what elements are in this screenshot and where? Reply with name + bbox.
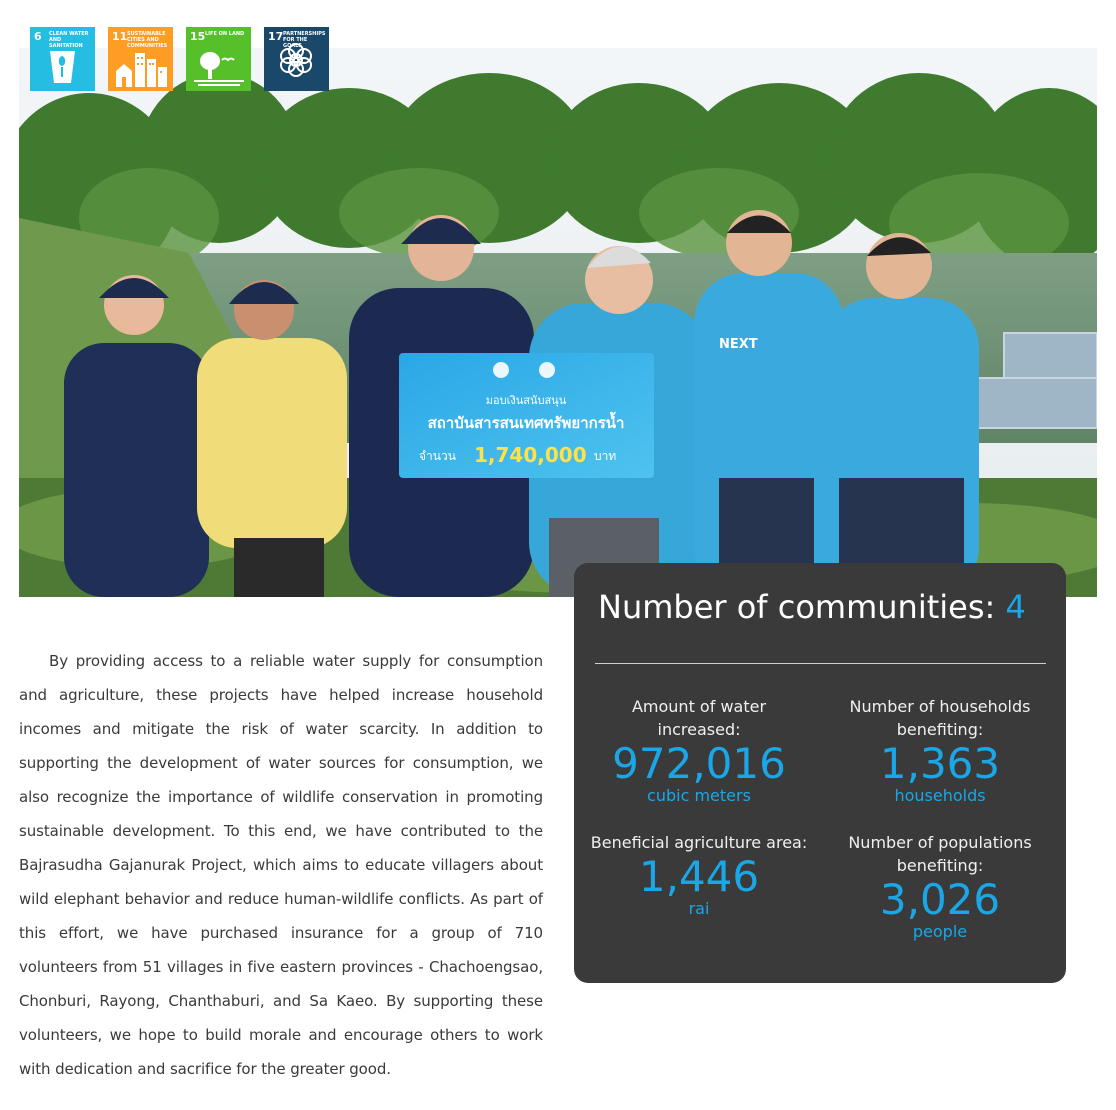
stat-value: 3,026: [879, 875, 1001, 924]
stat-water: [589, 695, 809, 805]
city-icon: [108, 27, 173, 91]
stat-label: Number of populations benefiting:: [848, 833, 1032, 875]
sdg-badge-6: [30, 27, 95, 91]
sign-line-3-prefix: จำนวน: [419, 449, 456, 463]
donation-sign: [399, 353, 654, 478]
stat-value: 1,363: [879, 739, 1001, 788]
sdg-title: SUSTAINABLE CITIES AND COMMUNITIES: [127, 31, 168, 49]
sdg-badge-17: [264, 27, 329, 91]
water-glass-icon: [30, 27, 95, 91]
stat-unit: cubic meters: [647, 786, 751, 805]
sign-line-3-suffix: บาท: [594, 449, 617, 463]
stat-unit: households: [894, 786, 986, 805]
sdg-title: CLEAN WATER AND SANITATION: [49, 31, 89, 49]
body-paragraph: By providing access to a reliable water supply for consumption and agriculture, these projects have helped increase household incomes and mitigate the risk of water scarcity. In addition to supporting the development of water sources for consumption, we also recognize the importance of wildlife conservation in promoting sustainable development. To this end, we have contributed to the Bajrasudha Gajanurak Project, which aims to educate villagers about wild elephant behavior and reduce human-wildlife conflicts. As part of this effort, we have purchased insurance for a group of 710 volunteers from 51 villages in five eastern provinces - Chachoengsao, Chonburi, Rayong, Chanthaburi, and Sa Kaeo. By supporting these volunteers, we hope to build morale and encourage others to work with dedication and sacrifice for the greater good.: [19, 652, 543, 1078]
sdg-badges: [30, 27, 329, 91]
stat-value: 972,016: [612, 739, 786, 788]
sdg-badge-11: [108, 27, 173, 91]
stat-households: [830, 695, 1050, 805]
sign-amount: 1,740,000: [474, 443, 587, 467]
stat-value: 1,446: [638, 852, 760, 901]
stat-label: Number of households benefiting:: [849, 697, 1031, 739]
panel-title-label: Number of communities:: [598, 588, 1006, 626]
tree-icon: [186, 27, 251, 91]
sdg-number: 11: [112, 30, 128, 43]
stat-unit: rai: [688, 899, 710, 918]
sdg-number: 17: [268, 30, 284, 43]
stat-agriculture: [589, 831, 809, 918]
panel-title: [598, 588, 1026, 626]
panel-title-value: 4: [1005, 588, 1026, 626]
sdg-title: LIFE ON LAND: [205, 31, 245, 37]
stat-population: [830, 831, 1050, 941]
group-photo: [19, 48, 1097, 597]
panel-divider: [595, 663, 1046, 664]
sign-line-2: สถาบันสารสนเทศทรัพยากรน้ำ: [427, 414, 625, 432]
stat-unit: people: [912, 922, 968, 941]
shirt-logo-text: NEXT: [719, 337, 758, 352]
stat-label: Beneficial agriculture area:: [590, 833, 808, 852]
stat-label: Amount of water increased:: [631, 697, 767, 739]
flower-ring-icon: [264, 27, 329, 91]
sdg-title: PARTNERSHIPS FOR THE GOALS: [283, 31, 326, 49]
sdg-number: 15: [190, 30, 206, 43]
sdg-number: 6: [34, 30, 42, 43]
stats-panel: [574, 563, 1066, 983]
sign-line-1: มอบเงินสนับสนุน: [485, 394, 567, 407]
sdg-badge-15: [186, 27, 251, 91]
